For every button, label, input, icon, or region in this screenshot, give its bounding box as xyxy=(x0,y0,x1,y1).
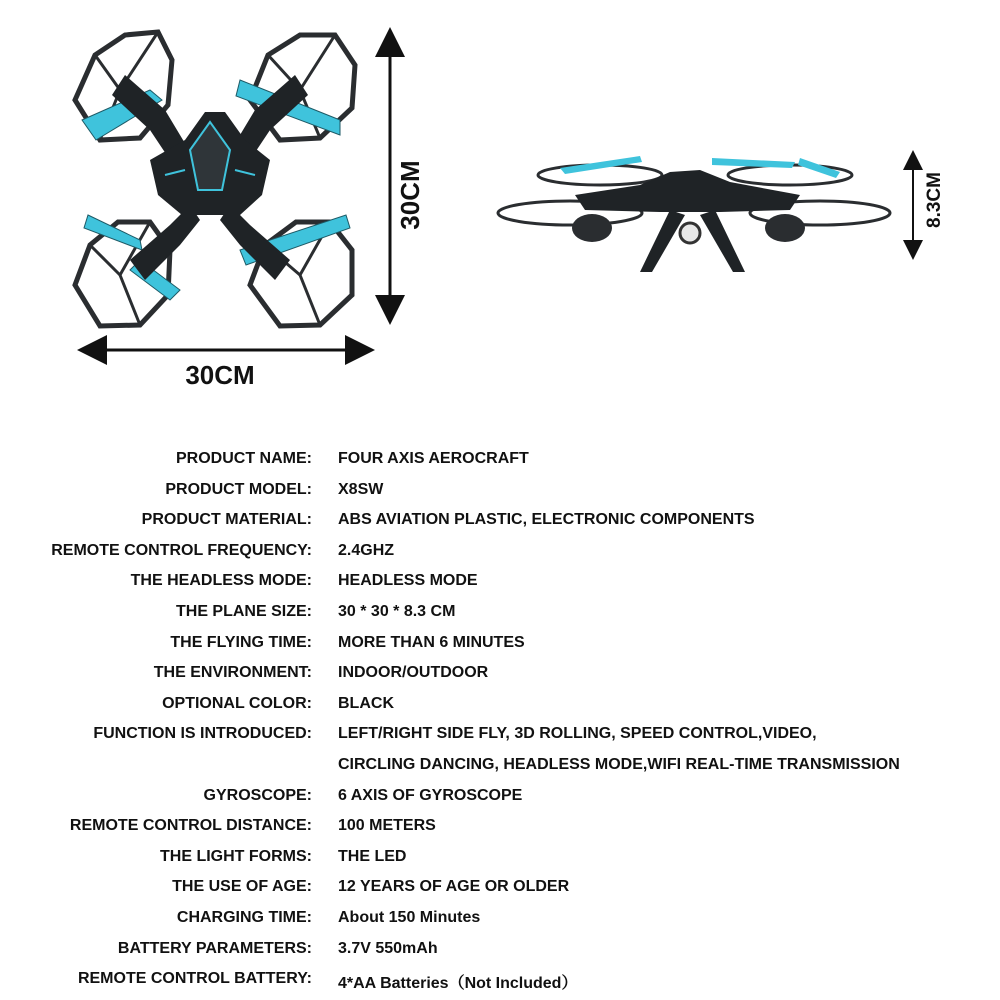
spec-value: About 150 Minutes xyxy=(338,908,481,926)
spec-row xyxy=(0,599,1000,630)
spec-label: THE LIGHT FORMS: xyxy=(160,847,312,865)
spec-value: FOUR AXIS AEROCRAFT xyxy=(338,450,529,467)
spec-row xyxy=(0,721,1000,752)
spec-row xyxy=(0,538,1000,569)
spec-value: THE LED xyxy=(338,847,407,865)
spec-row xyxy=(0,477,1000,508)
spec-value: 100 METERS xyxy=(338,817,436,835)
spec-row xyxy=(0,446,1000,477)
spec-label: GYROSCOPE: xyxy=(203,786,312,804)
spec-row xyxy=(0,752,1000,783)
spec-row xyxy=(0,507,1000,538)
height-dimension-label: 30CM xyxy=(395,160,425,230)
spec-label: THE USE OF AGE: xyxy=(172,878,312,896)
spec-value: 30 * 30 * 8.3 CM xyxy=(338,602,456,620)
spec-label: THE ENVIRONMENT: xyxy=(153,664,312,682)
spec-label: REMOTE CONTROL FREQUENCY: xyxy=(51,541,312,559)
spec-row xyxy=(0,905,1000,936)
spec-value: 3.7V 550mAh xyxy=(338,939,438,957)
spec-row xyxy=(0,966,1000,997)
spec-value: HEADLESS MODE xyxy=(338,572,478,590)
spec-label: THE PLANE SIZE: xyxy=(175,602,312,620)
spec-value: ABS AVIATION PLASTIC, ELECTRONIC COMPONENTS xyxy=(338,511,755,529)
spec-value: BLACK xyxy=(338,694,394,712)
spec-row xyxy=(0,844,1000,875)
spec-label: CHARGING TIME: xyxy=(176,908,312,926)
spec-row xyxy=(0,874,1000,905)
drone-side-view xyxy=(498,156,890,272)
spec-label: FUNCTION IS INTRODUCED: xyxy=(93,725,312,743)
spec-value: CIRCLING DANCING, HEADLESS MODE,WIFI REAL-TIME TRANSMISSION xyxy=(338,755,900,773)
spec-label: OPTIONAL COLOR: xyxy=(162,694,312,712)
spec-value: 2.4GHZ xyxy=(338,541,395,559)
spec-value: LEFT/RIGHT SIDE FLY, 3D ROLLING, SPEED CONTROL,VIDEO, xyxy=(338,725,817,743)
spec-label: BATTERY PARAMETERS: xyxy=(117,939,312,957)
drone-top-view xyxy=(75,32,355,326)
spec-row xyxy=(0,630,1000,661)
spec-label: REMOTE CONTROL DISTANCE: xyxy=(69,817,312,835)
spec-row xyxy=(0,660,1000,691)
spec-label: REMOTE CONTROL BATTERY: xyxy=(77,970,312,988)
spec-row xyxy=(0,813,1000,844)
spec-label: PRODUCT MODEL: xyxy=(165,480,312,498)
spec-value: 12 YEARS OF AGE OR OLDER xyxy=(338,878,570,896)
drone-body xyxy=(575,170,800,212)
side-height-dimension-label: 8.3CM xyxy=(924,172,945,228)
product-illustration xyxy=(0,0,1000,420)
spec-value: MORE THAN 6 MINUTES xyxy=(338,633,525,651)
spec-value: 4*AA Batteries（Not Included） xyxy=(338,975,578,993)
spec-label: THE FLYING TIME: xyxy=(170,633,312,651)
spec-row xyxy=(0,783,1000,814)
spec-row xyxy=(0,691,1000,722)
spec-value: X8SW xyxy=(338,480,384,498)
spec-value: 6 AXIS OF GYROSCOPE xyxy=(338,786,523,804)
width-dimension-label: 30CM xyxy=(185,360,255,390)
camera-lens xyxy=(680,223,700,243)
spec-label: PRODUCT MATERIAL: xyxy=(141,511,312,529)
spec-table xyxy=(0,446,1000,997)
spec-value: INDOOR/OUTDOOR xyxy=(338,664,489,682)
spec-row xyxy=(0,568,1000,599)
spec-label: PRODUCT NAME: xyxy=(176,450,312,467)
spec-label: THE HEADLESS MODE: xyxy=(130,572,312,590)
spec-row xyxy=(0,936,1000,967)
